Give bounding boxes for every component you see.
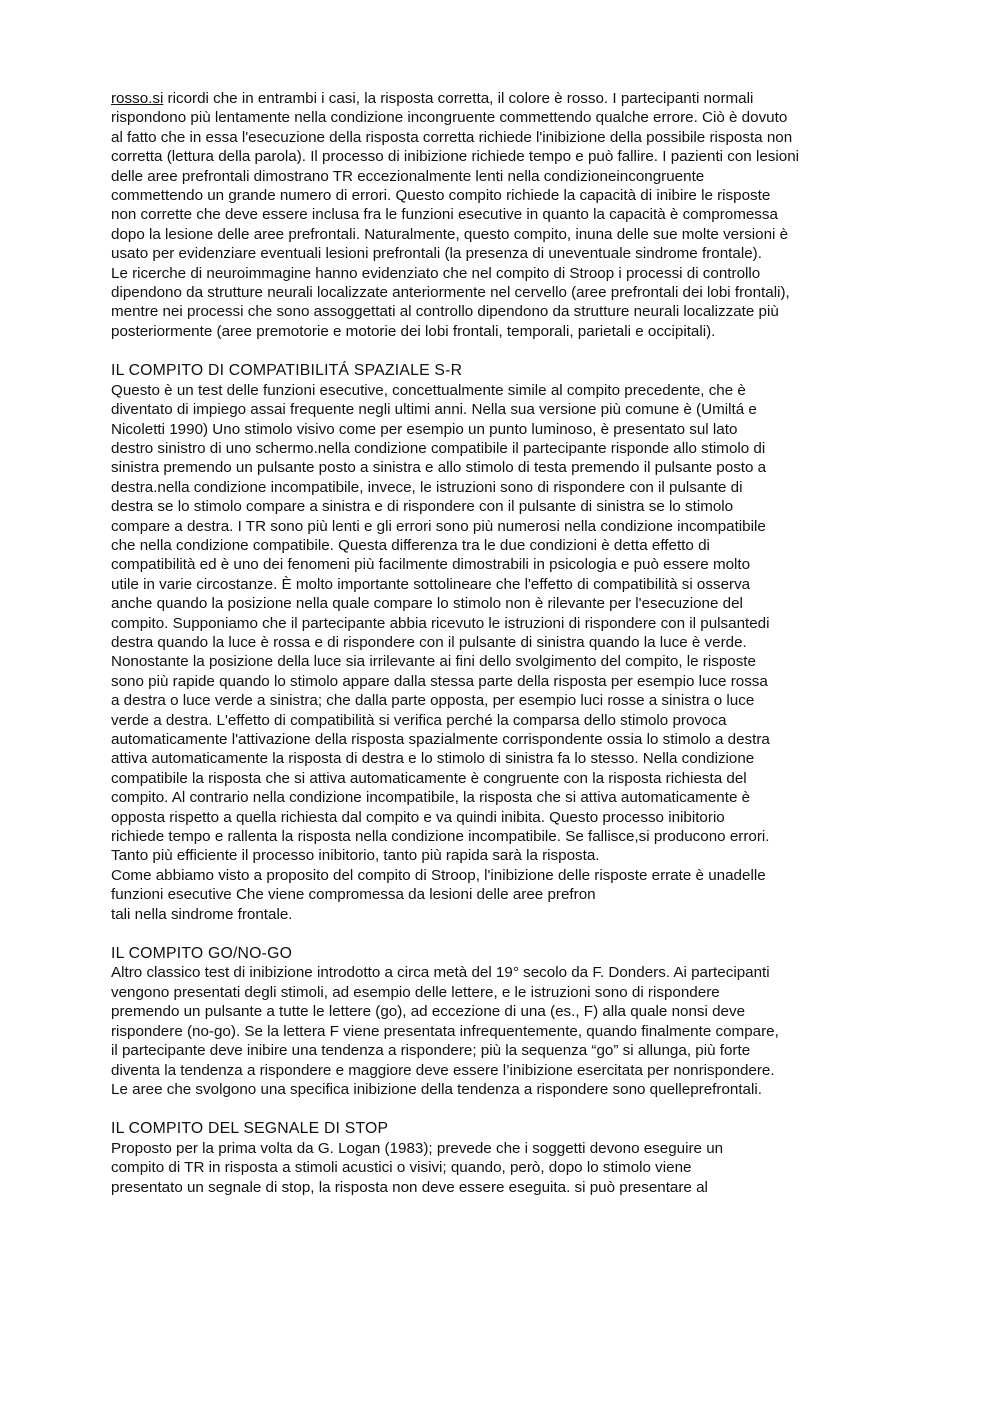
text-line: Nicoletti 1990) Uno stimolo visivo come per esempio un punto luminoso, è presentato sul lato: [111, 420, 738, 438]
paragraph-gap: [111, 341, 891, 361]
text-line: tali nella sindrome frontale.: [111, 905, 293, 923]
section-heading: IL COMPITO DEL SEGNALE DI STOP: [111, 1120, 389, 1138]
section-heading: IL COMPITO DI COMPATIBILITÁ SPAZIALE S-R: [111, 362, 463, 380]
text-line: vengono presentati degli stimoli, ad esempio delle lettere, e le istruzioni sono di rispondere: [111, 983, 720, 1001]
text-line: destro sinistro di uno schermo.nella condizione compatibile il partecipante risponde allo stimolo di: [111, 439, 766, 457]
paragraph-gap: [111, 924, 891, 944]
text-line: Questo è un test delle funzioni esecutive, concettualmente simile al compito precedente, che è: [111, 381, 746, 399]
text-line: Altro classico test di inibizione introdotto a circa metà del 19° secolo da F. Donders. Ai partecipanti: [111, 964, 770, 982]
paragraph-stroop-continuation: [111, 89, 891, 341]
underlined-word: rosso.si: [111, 90, 164, 107]
text-line: Nonostante la posizione della luce sia irrilevante ai fini dello svolgimento del compito, le risposte: [111, 653, 756, 671]
text-line: delle aree prefrontali dimostrano TR eccezionalmente lenti nella condizioneincongruente: [111, 167, 705, 185]
text-line: usato per evidenziare eventuali lesioni prefrontali (la presenza di uneventuale sindrome frontale).: [111, 245, 762, 263]
text-line: a destra o luce verde a sinistra; che dalla parte opposta, per esempio luci rosse a sinistra o luce: [111, 692, 755, 710]
text-line: sono più rapide quando lo stimolo appare dalla stessa parte della risposta per esempio luce rossa: [111, 672, 768, 690]
text-line: funzioni esecutive Che viene compromessa da lesioni delle aree prefron: [111, 886, 596, 904]
section-stop-signal: [111, 1119, 891, 1197]
text-fragment: ricordi che in entrambi i casi, la risposta corretta, il colore è rosso. I partecipanti normali: [163, 90, 754, 107]
text-line: il partecipante deve inibire una tendenza a rispondere; più la sequenza “go” si allunga, più forte: [111, 1042, 751, 1060]
text-line: richiede tempo e rallenta la risposta nella condizione incompatibile. Se fallisce,si producono errori.: [111, 828, 770, 846]
text-line: mentre nei processi che sono assoggettati al controllo dipendono da strutture neurali localizzate più: [111, 303, 779, 321]
text-line: premendo un pulsante a tutte le lettere (go), ad eccezione di una (es., F) alla quale nonsi deve: [111, 1003, 746, 1021]
text-line: verde a destra. L'effetto di compatibilità si verifica perché la comparsa dello stimolo provoca: [111, 711, 727, 729]
text-line: destra quando la luce è rossa e di rispondere con il pulsante di sinistra quando la luce è verde.: [111, 633, 747, 651]
text-line: posteriormente (aree premotorie e motorie dei lobi frontali, temporali, parietali e occipitali).: [111, 322, 716, 340]
document-page: [111, 89, 891, 1197]
text-line: commettendo un grande numero di errori. Questo compito richiede la capacità di inibire le risposte: [111, 187, 771, 205]
text-line: Come abbiamo visto a proposito del compito di Stroop, l'inibizione delle risposte errate è unadelle: [111, 866, 766, 884]
text-line: sinistra premendo un pulsante posto a sinistra e allo stimolo di testa premendo il pulsante posto a: [111, 459, 767, 477]
text-line: che nella condizione compatibile. Questa differenza tra le due condizioni è detta effetto di: [111, 536, 710, 554]
text-line: [111, 89, 891, 108]
section-go-no-go: [111, 944, 891, 1099]
text-line: destra.nella condizione incompatibile, invece, le istruzioni sono di rispondere con il pulsante di: [111, 478, 743, 496]
text-line: al fatto che in essa l'esecuzione della risposta corretta richiede l'inibizione della possibile risposta non: [111, 128, 793, 146]
text-line: attiva automaticamente la risposta di destra e lo stimolo di sinistra fa lo stesso. Nella condizione: [111, 750, 755, 768]
text-line: diventa la tendenza a rispondere e maggiore deve essere l’inibizione esercitata per nonrispondere.: [111, 1061, 775, 1079]
text-line: diventato di impiego assai frequente negli ultimi anni. Nella sua versione più comune è (Umiltá e: [111, 401, 757, 419]
text-line: anche quando la posizione nella quale compare lo stimolo non è rilevante per l'esecuzione del: [111, 595, 743, 613]
text-line: dopo la lesione delle aree prefrontali. Naturalmente, questo compito, inuna delle sue molte versioni è: [111, 225, 789, 243]
paragraph-gap: [111, 1099, 891, 1119]
text-line: compatibile la risposta che si attiva automaticamente è congruente con la risposta richiesta del: [111, 769, 747, 787]
text-line: dipendono da strutture neurali localizzate anteriormente nel cervello (aree prefrontali dei lobi frontali),: [111, 284, 790, 302]
text-line: compatibilità ed è uno dei fenomeni più facilmente dimostrabili in psicologia e può essere molto: [111, 556, 751, 574]
text-line: rispondono più lentamente nella condizione incongruente commettendo qualche errore. Ciò è dovuto: [111, 109, 788, 127]
text-line: automaticamente l'attivazione della risposta spazialmente corrispondente ossia lo stimolo a destra: [111, 731, 770, 748]
text-line: Le aree che svolgono una specifica inibizione della tendenza a rispondere sono quelleprefrontali.: [111, 1080, 762, 1098]
text-line: Proposto per la prima volta da G. Logan (1983); prevede che i soggetti devono eseguire un: [111, 1139, 724, 1157]
text-line: Le ricerche di neuroimmagine hanno evidenziato che nel compito di Stroop i processi di controllo: [111, 264, 761, 282]
text-line: compare a destra. I TR sono più lenti e gli errori sono più numerosi nella condizione incompatibile: [111, 517, 766, 535]
text-line: utile in varie circostanze. È molto importante sottolineare che l'effetto di compatibilità si osserva: [111, 575, 751, 593]
text-line: corretta (lettura della parola). Il processo di inibizione richiede tempo e può fallire. I pazienti con lesioni: [111, 148, 800, 166]
text-line: compito. Al contrario nella condizione incompatibile, la risposta che si attiva automaticamente è: [111, 789, 751, 807]
text-line: rispondere (no-go). Se la lettera F viene presentata infrequentemente, quando finalmente compare,: [111, 1022, 779, 1040]
text-line: compito di TR in risposta a stimoli acustici o visivi; quando, però, dopo lo stimolo viene: [111, 1159, 692, 1177]
text-line: opposta rispetto a quella richiesta dal compito e va quindi inibita. Questo processo inibitorio: [111, 808, 725, 826]
section-heading: IL COMPITO GO/NO-GO: [111, 945, 293, 963]
section-spatial-compatibility: [111, 361, 891, 924]
text-line: destra se lo stimolo compare a sinistra e di rispondere con il pulsante di sinistra se lo stimolo: [111, 498, 734, 516]
text-line: presentato un segnale di stop, la risposta non deve essere eseguita. si può presentare al: [111, 1178, 708, 1196]
text-line: Tanto più efficiente il processo inibitorio, tanto più rapida sarà la risposta.: [111, 847, 600, 865]
text-line: compito. Supponiamo che il partecipante abbia ricevuto le istruzioni di rispondere con il pulsantedi: [111, 614, 770, 632]
text-line: non corrette che deve essere inclusa fra le funzioni esecutive in quanto la capacità è compromessa: [111, 206, 778, 224]
